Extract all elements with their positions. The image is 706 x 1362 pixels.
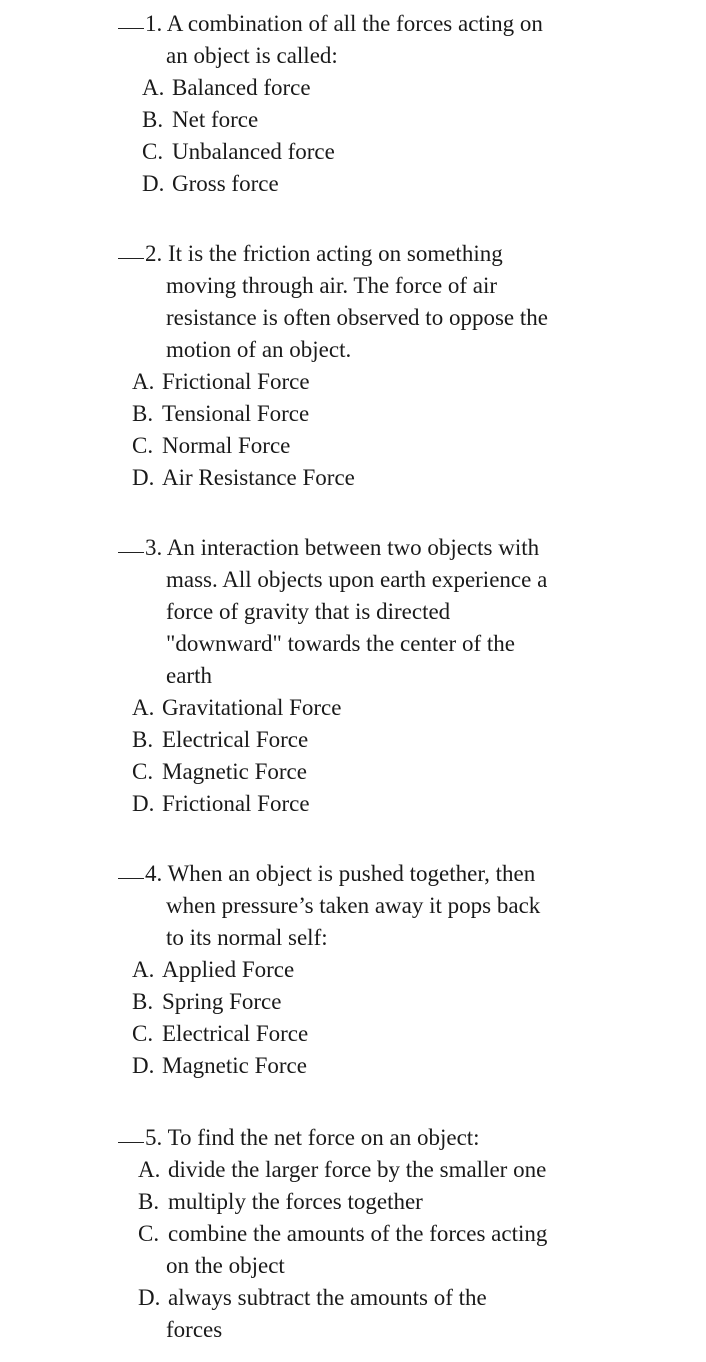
option-letter: A.	[132, 957, 155, 982]
question-number: 5.	[145, 1125, 163, 1150]
question-stem-line: when pressure’s taken away it pops back	[166, 893, 541, 918]
option-letter: C.	[132, 759, 154, 784]
question-stem-line: mass. All objects upon earth experience a	[166, 567, 548, 592]
question-stem-line: to its normal self:	[166, 925, 328, 950]
option-b	[0, 724, 706, 756]
option-letter: D.	[142, 171, 165, 196]
option-b	[0, 1186, 706, 1218]
option-text: Tensional Force	[162, 401, 310, 426]
option-text: Frictional Force	[162, 791, 310, 816]
answer-blank[interactable]	[118, 878, 144, 879]
question-stem-line: When an object is pushed together, then	[167, 861, 536, 886]
question-stem-line: It is the friction acting on something	[168, 241, 503, 266]
option-letter: A.	[142, 75, 165, 100]
option-letter: C.	[142, 139, 164, 164]
option-text: Magnetic Force	[162, 1053, 307, 1078]
option-letter: C.	[132, 433, 154, 458]
option-text: Frictional Force	[162, 369, 310, 394]
question-stem-line: force of gravity that is directed	[166, 599, 451, 624]
option-text: Air Resistance Force	[162, 465, 355, 490]
option-letter: D.	[132, 791, 155, 816]
answer-blank[interactable]	[118, 552, 144, 553]
answer-blank[interactable]	[118, 28, 144, 29]
option-text: Spring Force	[162, 989, 282, 1014]
question-number: 2.	[145, 241, 163, 266]
question-number: 3.	[145, 535, 163, 560]
option-text: Gross force	[172, 171, 279, 196]
option-c	[0, 756, 706, 788]
option-a	[0, 1154, 706, 1186]
question-stem-line: an object is called:	[166, 43, 338, 68]
option-d	[0, 462, 706, 494]
option-text: Balanced force	[172, 75, 311, 100]
question-4	[0, 858, 706, 1082]
question-stem-line: motion of an object.	[166, 337, 352, 362]
question-stem	[0, 1122, 706, 1154]
option-letter: B.	[132, 727, 154, 752]
question-3	[0, 532, 706, 820]
option-text: Unbalanced force	[172, 139, 335, 164]
option-c	[0, 430, 706, 462]
question-stem-line: An interaction between two objects with	[166, 535, 540, 560]
option-text: Applied Force	[162, 957, 295, 982]
option-b	[0, 986, 706, 1018]
option-c	[0, 136, 706, 168]
option-letter: A.	[132, 695, 155, 720]
option-d	[0, 1282, 706, 1314]
option-text: Net force	[172, 107, 259, 132]
option-text: Magnetic Force	[162, 759, 307, 784]
question-5	[0, 1122, 706, 1346]
option-letter: B.	[138, 1189, 160, 1214]
question-1	[0, 8, 706, 200]
option-c	[0, 1218, 706, 1250]
question-2	[0, 238, 706, 494]
option-text: Normal Force	[162, 433, 291, 458]
question-stem-line: earth	[166, 663, 212, 688]
option-a	[0, 692, 706, 724]
option-text: always subtract the amounts of the	[168, 1285, 487, 1310]
question-stem	[0, 858, 706, 890]
option-text: divide the larger force by the smaller one	[168, 1157, 547, 1182]
question-number: 4.	[145, 861, 163, 886]
question-stem-line: To find the net force on an object:	[167, 1125, 480, 1150]
option-d	[0, 788, 706, 820]
option-letter: D.	[138, 1285, 161, 1310]
option-text-continued: on the object	[166, 1253, 285, 1278]
option-b	[0, 104, 706, 136]
option-d	[0, 1050, 706, 1082]
question-stem-line: moving through air. The force of air	[166, 273, 498, 298]
option-letter: C.	[138, 1221, 160, 1246]
option-letter: D.	[132, 465, 155, 490]
option-d	[0, 168, 706, 200]
option-text: combine the amounts of the forces acting	[168, 1221, 548, 1246]
option-a	[0, 954, 706, 986]
question-stem	[0, 8, 706, 40]
option-letter: C.	[132, 1021, 154, 1046]
option-a	[0, 72, 706, 104]
option-text: multiply the forces together	[168, 1189, 423, 1214]
question-stem-line: A combination of all the forces acting on	[166, 11, 543, 36]
option-text-continued: forces	[166, 1317, 223, 1342]
option-letter: D.	[132, 1053, 155, 1078]
question-stem-line: resistance is often observed to oppose the	[166, 305, 548, 330]
answer-blank[interactable]	[118, 258, 144, 259]
question-stem	[0, 238, 706, 270]
option-c	[0, 1018, 706, 1050]
option-letter: B.	[142, 107, 164, 132]
option-text: Gravitational Force	[162, 695, 342, 720]
option-letter: A.	[132, 369, 155, 394]
option-letter: B.	[132, 401, 154, 426]
option-b	[0, 398, 706, 430]
answer-blank[interactable]	[118, 1142, 144, 1143]
option-a	[0, 366, 706, 398]
question-stem-line: "downward" towards the center of the	[166, 631, 515, 656]
option-letter: B.	[132, 989, 154, 1014]
option-text: Electrical Force	[162, 727, 309, 752]
question-number: 1.	[145, 11, 163, 36]
question-stem	[0, 532, 706, 564]
option-letter: A.	[138, 1157, 161, 1182]
option-text: Electrical Force	[162, 1021, 309, 1046]
